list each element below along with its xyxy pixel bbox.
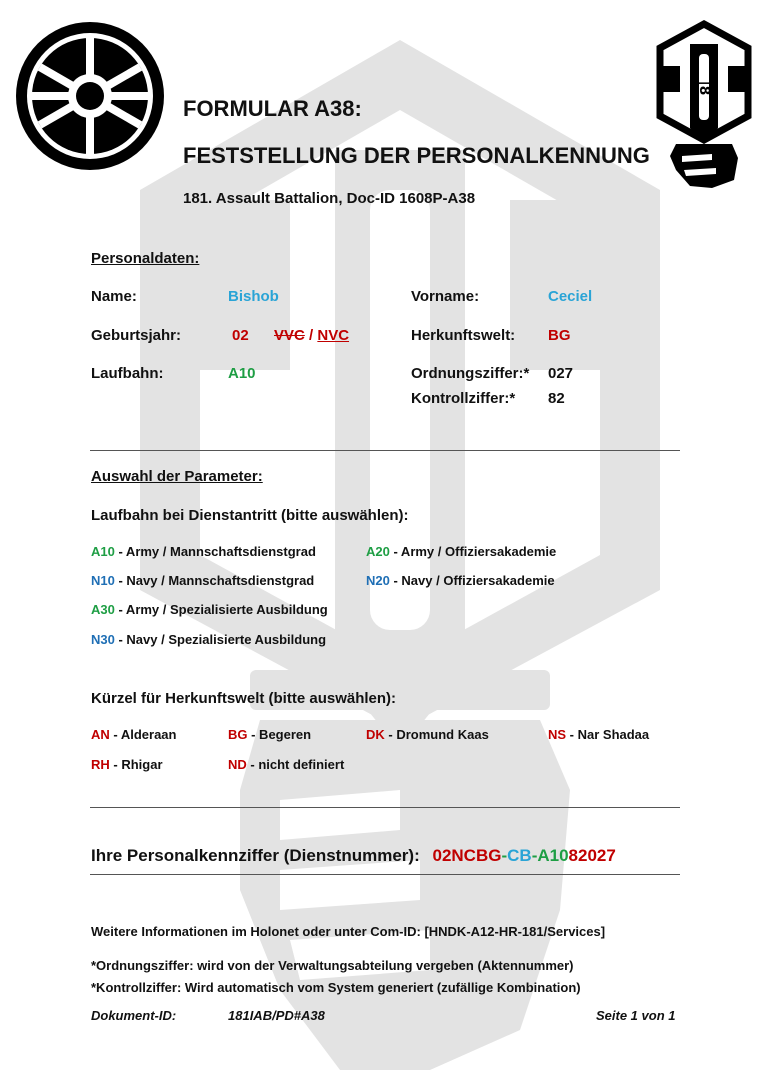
- ordnung-label: Ordnungsziffer:*: [411, 365, 530, 382]
- page-number: Seite 1 von 1: [596, 1008, 676, 1023]
- info-text: Weitere Informationen im Holonet oder unter Com-ID: [HNDK-A12-HR-181/Services]: [91, 924, 606, 939]
- welt-option: ND - nicht definiert: [228, 757, 345, 772]
- welt-option: NS - Nar Shadaa: [548, 727, 650, 742]
- laufbahn-option: A20 - Army / Offiziersakademie: [366, 544, 557, 559]
- parameters-heading: Auswahl der Parameter:: [91, 468, 263, 485]
- laufbahn-option: N10 - Navy / Mannschaftsdienstgrad: [91, 573, 315, 588]
- result-line: [91, 846, 616, 866]
- welt-option: AN - Alderaan: [91, 727, 177, 742]
- laufbahn-options-heading: Laufbahn bei Dienstantritt (bitte auswählen):: [91, 507, 409, 524]
- divider: [90, 807, 680, 808]
- svg-text:|8: |8: [696, 80, 712, 96]
- doc-id-label: Dokument-ID:: [91, 1008, 177, 1023]
- result-label: Ihre Personalkennziffer (Dienstnummer):: [91, 846, 420, 865]
- geburtsjahr-label: Geburtsjahr:: [91, 327, 182, 344]
- personal-id: 02NCBG-CB-A1082027: [432, 846, 616, 865]
- laufbahn-option: A10 - Army / Mannschaftsdienstgrad: [91, 544, 316, 559]
- note-kontroll: *Kontrollziffer: Wird automatisch vom System generiert (zufällige Kombination): [91, 980, 581, 995]
- era-struck: VVC: [274, 327, 305, 344]
- laufbahn-label: Laufbahn:: [91, 365, 164, 382]
- doc-id-value: 181IAB/PD#A38: [228, 1008, 325, 1023]
- herkunft-label: Herkunftswelt:: [411, 327, 516, 344]
- name-label: Name:: [91, 288, 137, 305]
- laufbahn-option: N20 - Navy / Offiziersakademie: [366, 573, 555, 588]
- kontroll-label: Kontrollziffer:*: [411, 390, 516, 407]
- era-selected: NVC: [317, 327, 350, 344]
- laufbahn-option: A30 - Army / Spezialisierte Ausbildung: [91, 602, 328, 617]
- doc-subtitle: 181. Assault Battalion, Doc-ID 1608P-A38: [183, 190, 476, 207]
- name-value: Bishob: [228, 288, 279, 305]
- welt-option: RH - Rhigar: [91, 757, 163, 772]
- ordnung-value: 027: [548, 365, 574, 382]
- era-separator: /: [309, 327, 314, 344]
- kontroll-value: 82: [548, 390, 565, 407]
- divider: [90, 450, 680, 451]
- imperial-crest-icon: [14, 20, 166, 172]
- geburtsjahr-value: 02: [232, 327, 249, 344]
- era-selector: [274, 327, 349, 344]
- form-title: FORMULAR A38:: [183, 96, 362, 121]
- welt-option: BG - Begeren: [228, 727, 312, 742]
- vorname-label: Vorname:: [411, 288, 480, 305]
- battalion-fist-sword-icon: [654, 20, 754, 190]
- laufbahn-value: A10: [228, 365, 256, 382]
- personal-heading: Personaldaten:: [91, 250, 200, 267]
- vorname-value: Ceciel: [548, 288, 593, 305]
- form-subtitle-title: FESTSTELLUNG DER PERSONALKENNUNG: [183, 143, 650, 168]
- welt-option: DK - Dromund Kaas: [366, 727, 489, 742]
- divider: [90, 874, 680, 875]
- laufbahn-option: N30 - Navy / Spezialisierte Ausbildung: [91, 632, 327, 647]
- welt-options-heading: Kürzel für Herkunftswelt (bitte auswählen):: [91, 690, 397, 707]
- herkunft-value: BG: [548, 327, 571, 344]
- note-ordnung: *Ordnungsziffer: wird von der Verwaltungsabteilung vergeben (Aktennummer): [91, 958, 574, 973]
